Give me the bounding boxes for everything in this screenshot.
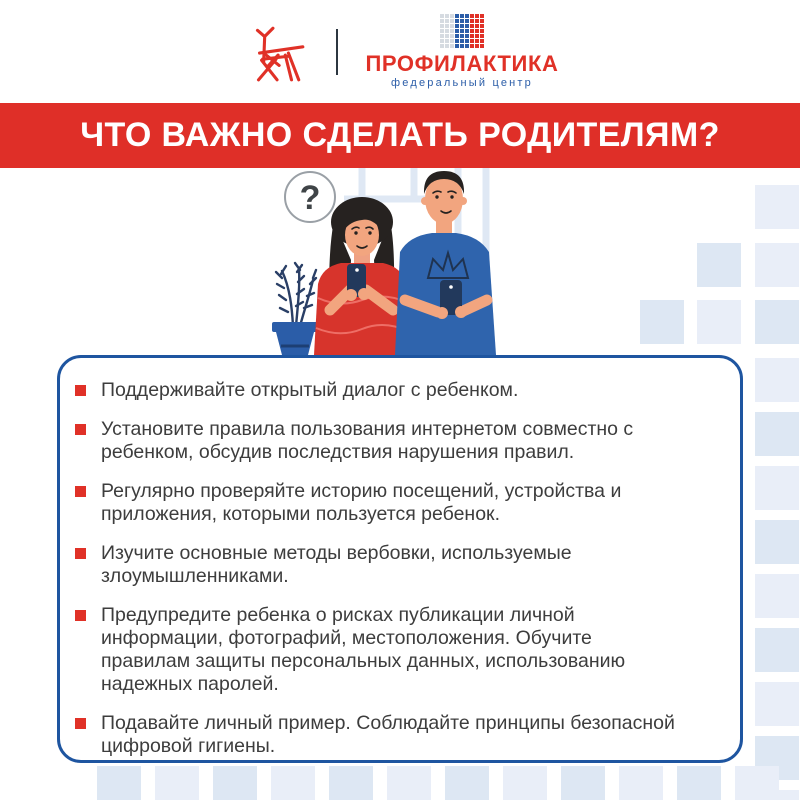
parents-illustration bbox=[0, 168, 800, 355]
decor-square bbox=[387, 766, 431, 800]
decor-square bbox=[213, 766, 257, 800]
question-mark: ? bbox=[299, 179, 321, 217]
decor-square bbox=[329, 766, 373, 800]
decor-square bbox=[755, 628, 799, 672]
list-item-text: Регулярно проверяйте историю посещений, устройства и приложения, которыми пользуется ребенок. bbox=[101, 480, 622, 525]
list-item-text: Изучите основные методы вербовки, используемые злоумышленниками. bbox=[101, 542, 572, 587]
brand-block bbox=[366, 14, 559, 89]
bullet-square-icon bbox=[75, 610, 86, 621]
decor-square bbox=[271, 766, 315, 800]
list-item bbox=[75, 418, 710, 464]
woman-figure bbox=[314, 197, 410, 355]
list-item-text: Предупредите ребенка о рисках публикации личной информации, фотографий, местоположения. Обучите правилам защиты персональных данных, использованию надежных паролей. bbox=[101, 604, 626, 695]
list-item bbox=[75, 480, 710, 526]
decor-square bbox=[155, 766, 199, 800]
list-item bbox=[75, 712, 710, 758]
list-item-text: Подавайте личный пример. Соблюдайте принципы безопасной цифровой гигиены. bbox=[101, 712, 675, 757]
decor-square bbox=[755, 412, 799, 456]
checklist-card bbox=[57, 355, 743, 763]
list-item bbox=[75, 604, 710, 696]
decor-square bbox=[735, 766, 779, 800]
header bbox=[0, 0, 800, 103]
chair-logo-icon bbox=[242, 21, 308, 83]
decor-square bbox=[755, 574, 799, 618]
list-item-text: Установите правила пользования интернетом совместно с ребенком, обсудив последствия нарушения правил. bbox=[101, 418, 634, 463]
list-item bbox=[75, 379, 710, 402]
decor-square bbox=[97, 766, 141, 800]
decor-square bbox=[755, 682, 799, 726]
brand-title: ПРОФИЛАКТИКА bbox=[365, 50, 559, 76]
title-banner bbox=[0, 103, 800, 168]
page-title: ЧТО ВАЖНО СДЕЛАТЬ РОДИТЕЛЯМ? bbox=[80, 116, 720, 154]
bullet-square-icon bbox=[75, 385, 86, 396]
brand-subtitle: федеральный центр bbox=[391, 77, 533, 90]
decor-square bbox=[503, 766, 547, 800]
decor-square bbox=[755, 358, 799, 402]
checklist bbox=[75, 379, 710, 758]
brand-grid-icon bbox=[440, 14, 484, 48]
list-item bbox=[75, 542, 710, 588]
list-item-text: Поддерживайте открытый диалог с ребенком. bbox=[101, 379, 519, 401]
decor-square bbox=[677, 766, 721, 800]
bullet-square-icon bbox=[75, 718, 86, 729]
decor-square bbox=[561, 766, 605, 800]
decor-square bbox=[755, 520, 799, 564]
decor-square bbox=[445, 766, 489, 800]
bullet-square-icon bbox=[75, 486, 86, 497]
logo-divider bbox=[336, 29, 338, 75]
bullet-square-icon bbox=[75, 548, 86, 559]
potted-plant bbox=[272, 263, 318, 355]
bullet-square-icon bbox=[75, 424, 86, 435]
decor-square bbox=[755, 466, 799, 510]
decor-square bbox=[619, 766, 663, 800]
